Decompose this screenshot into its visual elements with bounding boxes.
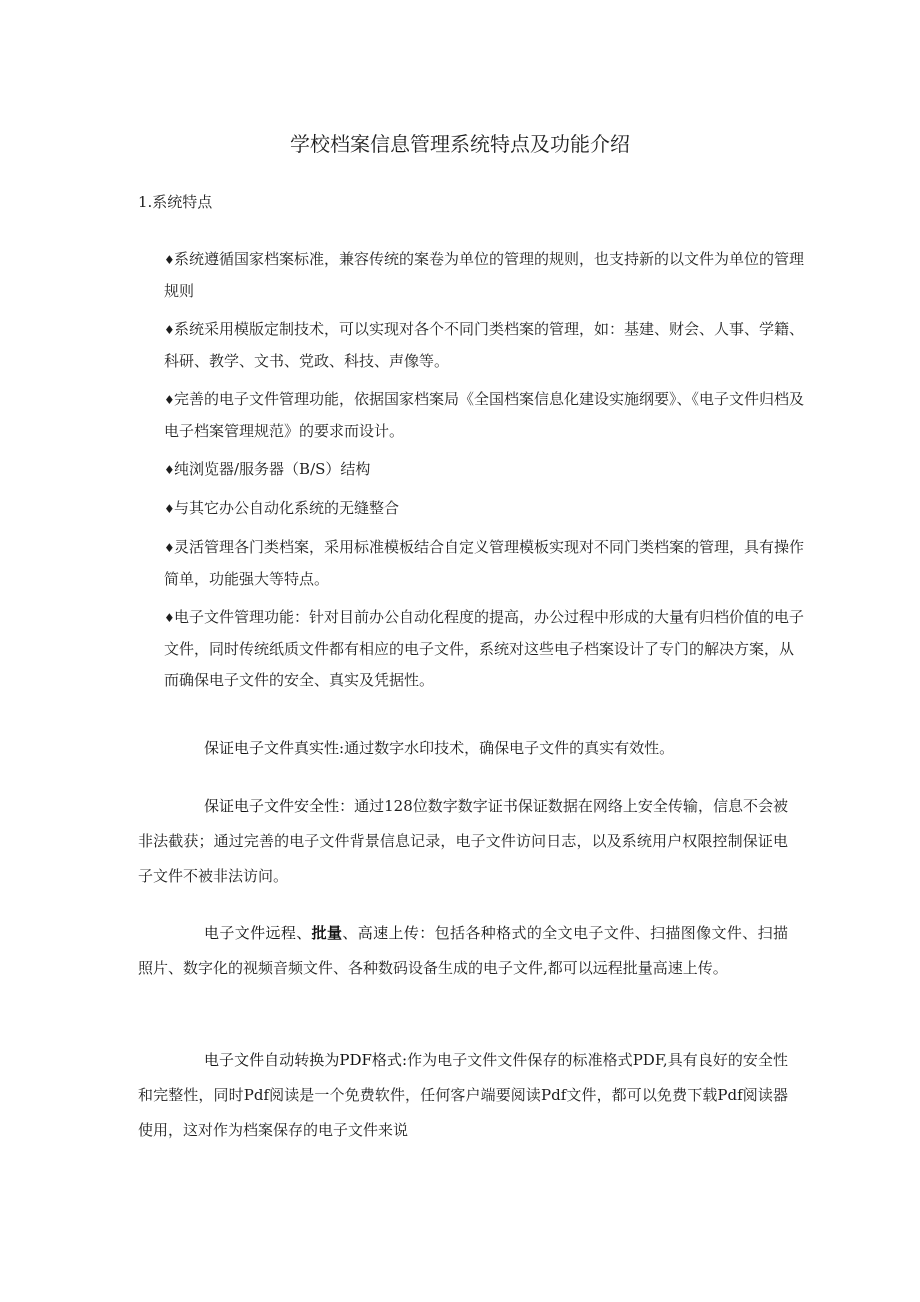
feature-item — [164, 454, 804, 486]
diamond-bullet-icon: ♦ — [164, 323, 175, 337]
feature-text: 系统遵循国家档案标准，兼容传统的案卷为单位的管理的规则，也支持新的以文件为单位的管理规则 — [164, 250, 805, 300]
paragraph-upload — [138, 916, 788, 986]
paragraph-lead: 电子文件远程、 — [204, 924, 312, 942]
paragraph-pdf — [138, 1043, 788, 1148]
paragraph-body: 通过数字水印技术，确保电子文件的真实有效性。 — [344, 739, 675, 757]
feature-text: 灵活管理各门类档案，采用标准模板结合自定义管理模板实现对不同门类档案的管理，具有操作简单，功能强大等特点。 — [164, 538, 805, 588]
paragraph-lead: 保证电子文件真实性: — [204, 739, 345, 757]
feature-item — [164, 532, 804, 595]
feature-item — [164, 493, 804, 525]
diamond-bullet-icon: ♦ — [164, 393, 175, 407]
diamond-bullet-icon: ♦ — [164, 541, 175, 555]
paragraph-lead: 保证电子文件安全性： — [204, 797, 355, 815]
diamond-bullet-icon: ♦ — [164, 502, 175, 516]
paragraph-lead: 、高速上传： — [342, 924, 435, 942]
feature-text: 系统采用模版定制技术，可以实现对各个不同门类档案的管理，如：基建、财会、人事、学籍、科研、教学、文书、党政、科技、声像等。 — [164, 320, 805, 370]
feature-item — [164, 244, 804, 307]
feature-text: 与其它办公自动化系统的无缝整合 — [174, 499, 400, 517]
paragraph-security — [138, 789, 788, 894]
paragraph-lead: 电子文件自动转换为PDF格式: — [204, 1051, 408, 1069]
feature-item — [164, 384, 804, 447]
section-heading: 1.系统特点 — [138, 193, 213, 211]
diamond-bullet-icon: ♦ — [164, 611, 175, 625]
diamond-bullet-icon: ♦ — [164, 253, 175, 267]
paragraph-lead-emphasis: 批量 — [311, 924, 343, 942]
paragraph-body: 包括各种格式的全文电子文件、扫描图像文件、扫描照片、数字化的视频音频文件、各种数码设备生成的电子文件,都可以远程批量高速上传。 — [138, 924, 788, 977]
paragraph-body: 作为电子文件文件保存的标准格式PDF,具有良好的安全性和完整性，同时Pdf阅读是一个免费软件，任何客户端要阅读Pdf文件，都可以免费下载Pdf阅读器使用，这对作为档案保存的电子文件来说 — [138, 1051, 788, 1139]
feature-item — [164, 602, 804, 696]
diamond-bullet-icon: ♦ — [164, 463, 175, 477]
paragraph-body: 通过128位数字数字证书保证数据在网络上安全传输，信息不会被非法截获；通过完善的电子文件背景信息记录，电子文件访问日志，以及系统用户权限控制保证电子文件不被非法访问。 — [138, 797, 788, 885]
document-title: 学校档案信息管理系统特点及功能介绍 — [290, 132, 630, 156]
feature-item — [164, 314, 804, 377]
feature-text: 电子文件管理功能：针对目前办公自动化程度的提高，办公过程中形成的大量有归档价值的电子文件，同时传统纸质文件都有相应的电子文件，系统对这些电子档案设计了专门的解决方案，从而确保电子文件的安全、真实及凭据性。 — [164, 608, 805, 689]
feature-text: 纯浏览器/服务器（B/S）结构 — [174, 460, 371, 478]
feature-text: 完善的电子文件管理功能，依据国家档案局《全国档案信息化建设实施纲要》、《电子文件归档及电子档案管理规范》的要求而设计。 — [164, 390, 805, 440]
feature-list — [164, 244, 804, 703]
paragraph-authenticity — [138, 731, 788, 766]
